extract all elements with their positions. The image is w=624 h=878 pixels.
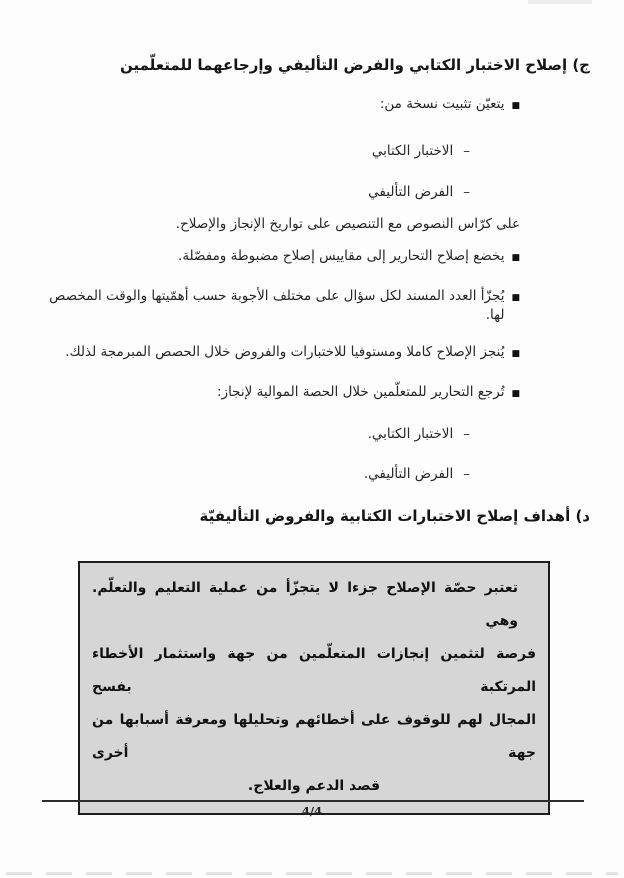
scan-artifact-top xyxy=(528,0,592,4)
list-item-written-test-return xyxy=(34,425,590,444)
copy-note-line: على كرّاس النصوص مع التنصيص على تواريخ الإنجاز والإصلاح. xyxy=(175,216,520,232)
section-d-heading: د) أهداف إصلاح الاختبارات الكتابية والفروض التأليفيّة xyxy=(199,507,590,525)
bullet-text: يُنجز الإصلاح كاملا ومستوفيا للاختبارات والفروض خلال الحصص المبرمجة لذلك. xyxy=(65,344,505,360)
objectives-box-line: فرصة لتثمين إنجازات المتعلّمين من جهة واستثمار الأخطاء المرتكبة بفسح xyxy=(92,646,536,695)
bullet-text: يتعيّن تثبيت نسخة من: xyxy=(379,96,505,112)
bullet-square-icon: ■ xyxy=(511,349,520,359)
section-c-heading: ج) إصلاح الاختبار الكتابي والفرض التأليفي وإرجاعهما للمتعلّمين xyxy=(120,56,590,74)
list-item-text: الاختبار الكتابي. xyxy=(367,426,454,442)
bullet-square-icon: ■ xyxy=(511,101,520,111)
objectives-box-line: تعتبر حصّة الإصلاح جزءا لا يتجزّأ من عملية التعليم والتعلّم. وهي xyxy=(92,580,518,629)
bullet-square-icon: ■ xyxy=(511,293,520,303)
bullet-text: يُجزّأ العدد المسند لكل سؤال على مختلف الأجوبة حسب أهمّيتها والوقت المخصص لها. xyxy=(49,288,505,323)
objectives-box-line: المجال لهم للوقوف على أخطائهم وتحليلها ومعرفة أسبابها من جهة أخرى xyxy=(92,712,536,761)
page-number: 4/4 xyxy=(301,804,323,818)
bullet-item-return xyxy=(34,383,590,404)
bullet-text: تُرجع التحارير للمتعلّمين خلال الحصة الموالية لإنجاز: xyxy=(217,384,505,400)
footer-divider xyxy=(42,800,584,802)
scan-artifact-bottom xyxy=(6,872,618,875)
list-item-composition-assignment xyxy=(34,183,590,202)
bullet-item-criteria xyxy=(34,247,590,268)
list-item-written-test xyxy=(34,142,590,161)
dash-icon: – xyxy=(463,466,470,482)
objectives-box xyxy=(78,561,550,815)
list-item-composition-return xyxy=(34,465,590,484)
bullet-square-icon: ■ xyxy=(511,389,520,399)
dash-icon: – xyxy=(463,426,470,442)
bullet-item-copy xyxy=(34,95,590,116)
bullet-item-marks xyxy=(34,287,590,325)
bullet-square-icon: ■ xyxy=(511,253,520,263)
bullet-item-complete xyxy=(34,343,590,364)
objectives-box-line: قصد الدعم والعلاج. xyxy=(247,778,381,794)
bullet-text: يخضع إصلاح التحارير إلى مقاييس إصلاح مضبوطة ومفصّلة. xyxy=(178,248,505,264)
dash-icon: – xyxy=(463,143,470,159)
dash-icon: – xyxy=(463,184,470,200)
list-item-text: الفرض التأليفي xyxy=(368,184,454,200)
list-item-text: الفرض التأليفي. xyxy=(363,466,454,482)
list-item-text: الاختبار الكتابي xyxy=(371,143,454,159)
